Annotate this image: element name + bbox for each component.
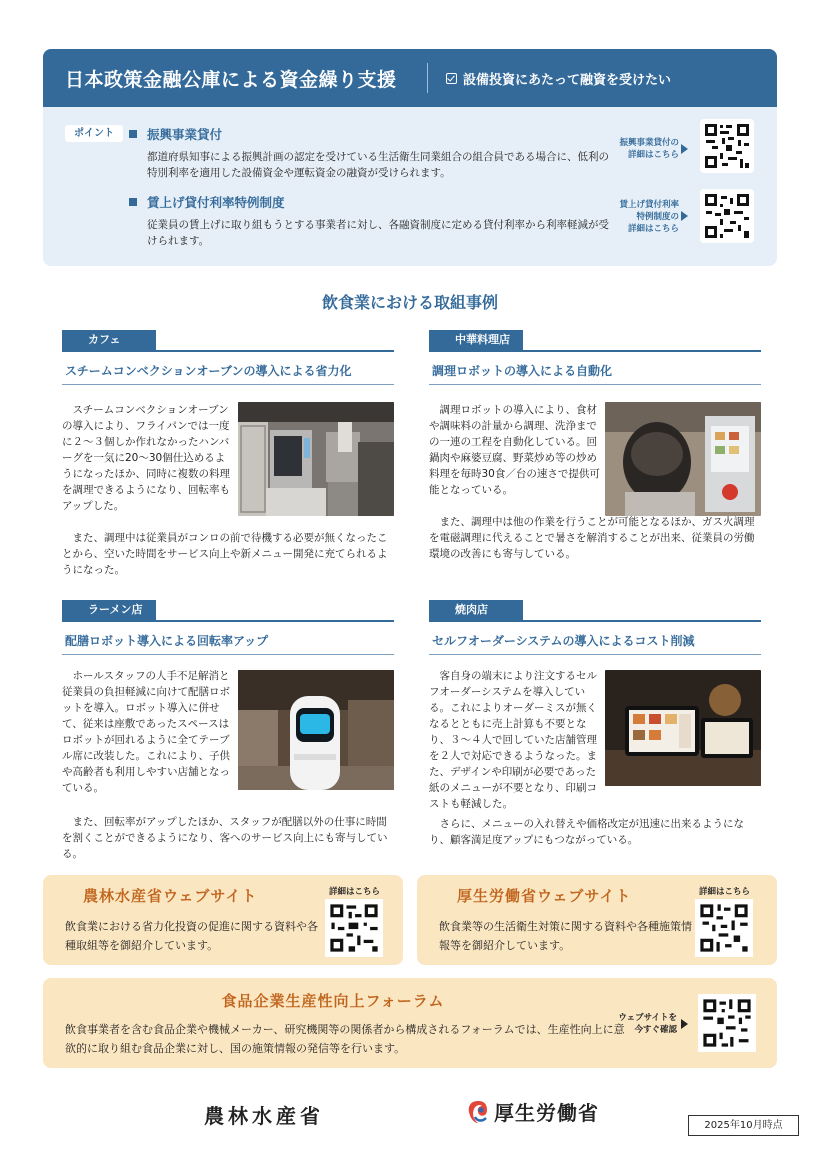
divider <box>429 620 761 622</box>
loan-item-chinage <box>129 193 609 249</box>
maff-website-box <box>43 875 403 965</box>
forum-box <box>43 978 777 1068</box>
case-yakiniku <box>429 600 761 850</box>
point-badge: ポイント <box>65 125 123 142</box>
self-order-tablet-photo <box>605 670 761 786</box>
case-tag: カフェ <box>62 330 156 350</box>
arrow-right-icon <box>681 211 688 221</box>
case-heading: スチームコンベクションオーブンの導入による省力化 <box>65 364 352 378</box>
divider <box>429 350 761 352</box>
forum-desc: 飲食事業者を含む食品企業や機械メーカー、研究機関等の関係者から構成されるフォーラムでは、生産性向上に意欲的に取り組む食品企業に対し、国の施策情報の発信等を行います。 <box>65 1023 625 1055</box>
section-title: 飲食業における取組事例 <box>321 293 498 312</box>
finance-title: 日本政策金融公庫による資金繰り支援 <box>65 68 397 91</box>
finance-subtitle-text: 設備投資にあたって融資を受けたい <box>463 72 672 88</box>
date-stamp: 2025年10月時点 <box>688 1115 799 1136</box>
bullet-square-icon <box>129 198 137 206</box>
case-text: また、回転率がアップしたほか、スタッフが配膳以外の仕事に時間を割くことができるようになり、客へのサービス向上にも寄与している。 <box>62 816 388 860</box>
cooking-robot-photo <box>605 402 761 516</box>
qr-code-forum[interactable] <box>698 994 756 1052</box>
mhlw-emblem-icon <box>466 1099 490 1125</box>
case-text: また、調理中は他の作業を行うことが可能となるほか、ガス火調理を電磁調理に代えることで暑さを解消することが出来、従業員の労働環境の改善にも寄与している。 <box>429 516 755 560</box>
case-text: 客自身の端末により注文するセルフオーダーシステムを導入している。これによりオーダーミスが無くなるとともに売上計算も不要となり、３～４人で回していた店舗管理を２人で対応できるようなった。また、デザインや印刷が必要であった紙のメニューが不要となり、印刷コストも軽減した。 <box>429 670 597 810</box>
qr-code-mhlw[interactable] <box>695 899 753 957</box>
finance-support-box <box>43 49 777 266</box>
finance-header <box>43 49 777 107</box>
bullet-square-icon <box>129 130 137 138</box>
mhlw-logo <box>466 1097 599 1126</box>
case-text: ホールスタッフの人手不足解消と従業員の負担軽減に向けて配膳ロボットを導入。ロボット導入に併せて、従来は座敷であったスペースはロボットが回れるように全てテーブル席に改装した。これにより、子供や高齢者も利用しやすい店舗となっている。 <box>62 670 230 794</box>
serving-robot-photo <box>238 670 394 790</box>
case-tag: 焼肉店 <box>429 600 523 620</box>
maff-website-title: 農林水産省ウェブサイト <box>83 887 258 905</box>
case-text: 調理ロボットの導入により、食材や調味料の計量から調理、洗浄までの一連の工程を自動化している。回鍋肉や麻婆豆腐、野菜炒め等の炒め料理を毎時30食／台の速さで提供可能となっている。 <box>429 404 600 496</box>
divider <box>429 654 761 655</box>
loan-title: 賃上げ貸付利率特例制度 <box>129 193 609 211</box>
case-chinese <box>429 330 761 580</box>
loan-desc: 従業員の賃上げに取り組もうとする事業者に対し、各融資制度に定める貸付利率から利率軽減が受けられます。 <box>147 219 609 247</box>
arrow-right-icon <box>681 144 688 154</box>
case-tag: 中華料理店 <box>429 330 523 350</box>
case-cafe <box>62 330 394 580</box>
qr-label-shinko: 振興事業貸付の 詳細はこちら <box>619 138 679 160</box>
header-divider <box>427 63 428 93</box>
qr-code-maff[interactable] <box>325 899 383 957</box>
case-ramen <box>62 600 394 860</box>
case-tag: ラーメン店 <box>62 600 156 620</box>
mhlw-website-title: 厚生労働省ウェブサイト <box>457 887 632 905</box>
case-heading: セルフオーダーシステムの導入によるコスト削減 <box>432 634 695 648</box>
maff-detail-label: 詳細はこちら <box>329 887 381 897</box>
mhlw-detail-label: 詳細はこちら <box>699 887 751 897</box>
maff-website-desc: 飲食業における省力化投資の促進に関する資料や各種取組等を御紹介しています。 <box>65 920 318 952</box>
case-text: また、調理中は従業員がコンロの前で待機する必要が無くなったことから、空いた時間をサービス向上や新メニュー開発に充てられるようになった。 <box>62 532 388 576</box>
mhlw-logo-text: 厚生労働省 <box>494 1101 599 1125</box>
case-heading: 調理ロボットの導入による自動化 <box>432 364 613 378</box>
maff-logo: 農林水産省 <box>204 1104 324 1128</box>
divider <box>62 350 394 352</box>
steam-oven-photo <box>238 402 394 516</box>
loan-item-shinko <box>129 125 609 181</box>
case-text: さらに、メニューの入れ替えや価格改定が迅速に出来るようになり、顧客満足度アップにもつながっている。 <box>429 818 744 846</box>
qr-code-shinko[interactable] <box>700 119 754 173</box>
mhlw-website-desc: 飲食業等の生活衛生対策に関する資料や各種施策情報等を御紹介しています。 <box>439 920 692 952</box>
forum-title: 食品企業生産性向上フォーラム <box>221 992 445 1010</box>
forum-detail-label: ウェブサイトを 今すぐ確認 <box>618 1013 677 1035</box>
divider <box>429 384 761 385</box>
divider <box>62 384 394 385</box>
qr-code-chinage[interactable] <box>700 189 754 243</box>
divider <box>62 654 394 655</box>
finance-subtitle <box>446 69 671 88</box>
checkbox-icon <box>446 73 457 84</box>
loan-desc: 都道府県知事による振興計画の認定を受けている生活衛生同業組合の組合員である場合に、低利の特別利率を適用した設備資金や運転資金の融資が受けられます。 <box>147 151 609 179</box>
qr-label-chinage: 賃上げ貸付利率 特例制度の 詳細はこちら <box>619 200 679 234</box>
case-heading: 配膳ロボット導入による回転率アップ <box>65 634 269 648</box>
arrow-right-icon <box>681 1019 688 1029</box>
case-text: スチームコンベクションオーブンの導入により、フライパンでは一度に２～３個しか作れなかったハンバーグを一気に20～30個仕込めるようになったほか、同時に複数の料理を調理できるようになり、回転率もアップした。 <box>62 404 230 512</box>
mhlw-website-box <box>417 875 777 965</box>
loan-title: 振興事業貸付 <box>129 125 609 143</box>
divider <box>62 620 394 622</box>
